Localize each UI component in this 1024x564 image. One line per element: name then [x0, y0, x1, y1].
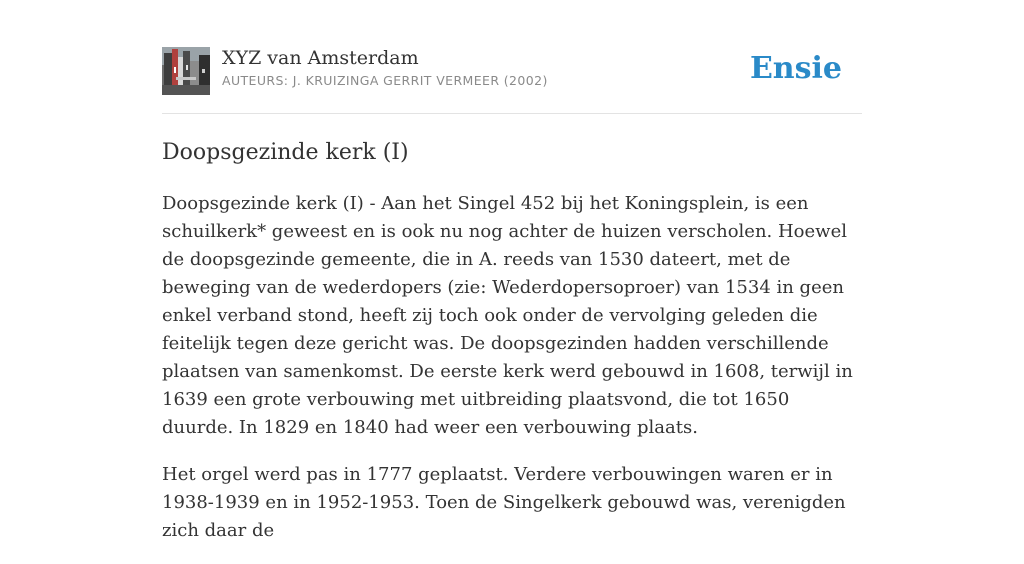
book-title-link[interactable]: XYZ van Amsterdam: [222, 47, 419, 69]
book-cover-avatar[interactable]: [162, 47, 210, 95]
body-paragraph: Doopsgezinde kerk (I) - Aan het Singel 452 bij het Koningsplein, is een schuilkerk* geweest en is ook nu nog achter de huizen verscholen. Hoewel de doopsgezinde gemeente, die in A. reeds van 1530 dateert, met de beweging van de wederdopers (zie: Wederdopersoproer) van 1534 in geen enkel verband stond, heeft zij toch ook onder de vervolging geleden die feitelijk tegen deze gericht was. De doopsgezinden hadden verschillende plaatsen van samenkomst. De eerste kerk werd gebouwd in 1608, terwijl in 1639 een grote verbouwing met uitbreiding plaatsvond, die tot 1650 duurde. In 1829 en 1840 had weer een verbouwing plaats.: [162, 193, 853, 438]
book-cover-image: [162, 47, 210, 95]
book-meta: [222, 45, 548, 90]
body-paragraph: Het orgel werd pas in 1777 geplaatst. Verdere verbouwingen waren er in 1938-1939 en in 1952-1953. Toen de Singelkerk gebouwd was, verenigden zich daar de: [162, 464, 846, 541]
entry-body: [162, 190, 862, 564]
authors-line: AUTEURS: J. KRUIZINGA GERRIT VERMEER (2002): [222, 73, 548, 88]
content-column: [162, 0, 862, 541]
entry-title: Doopsgezinde kerk (I): [162, 140, 409, 165]
ensie-logo[interactable]: Ensie: [749, 51, 842, 86]
header: [162, 0, 862, 114]
